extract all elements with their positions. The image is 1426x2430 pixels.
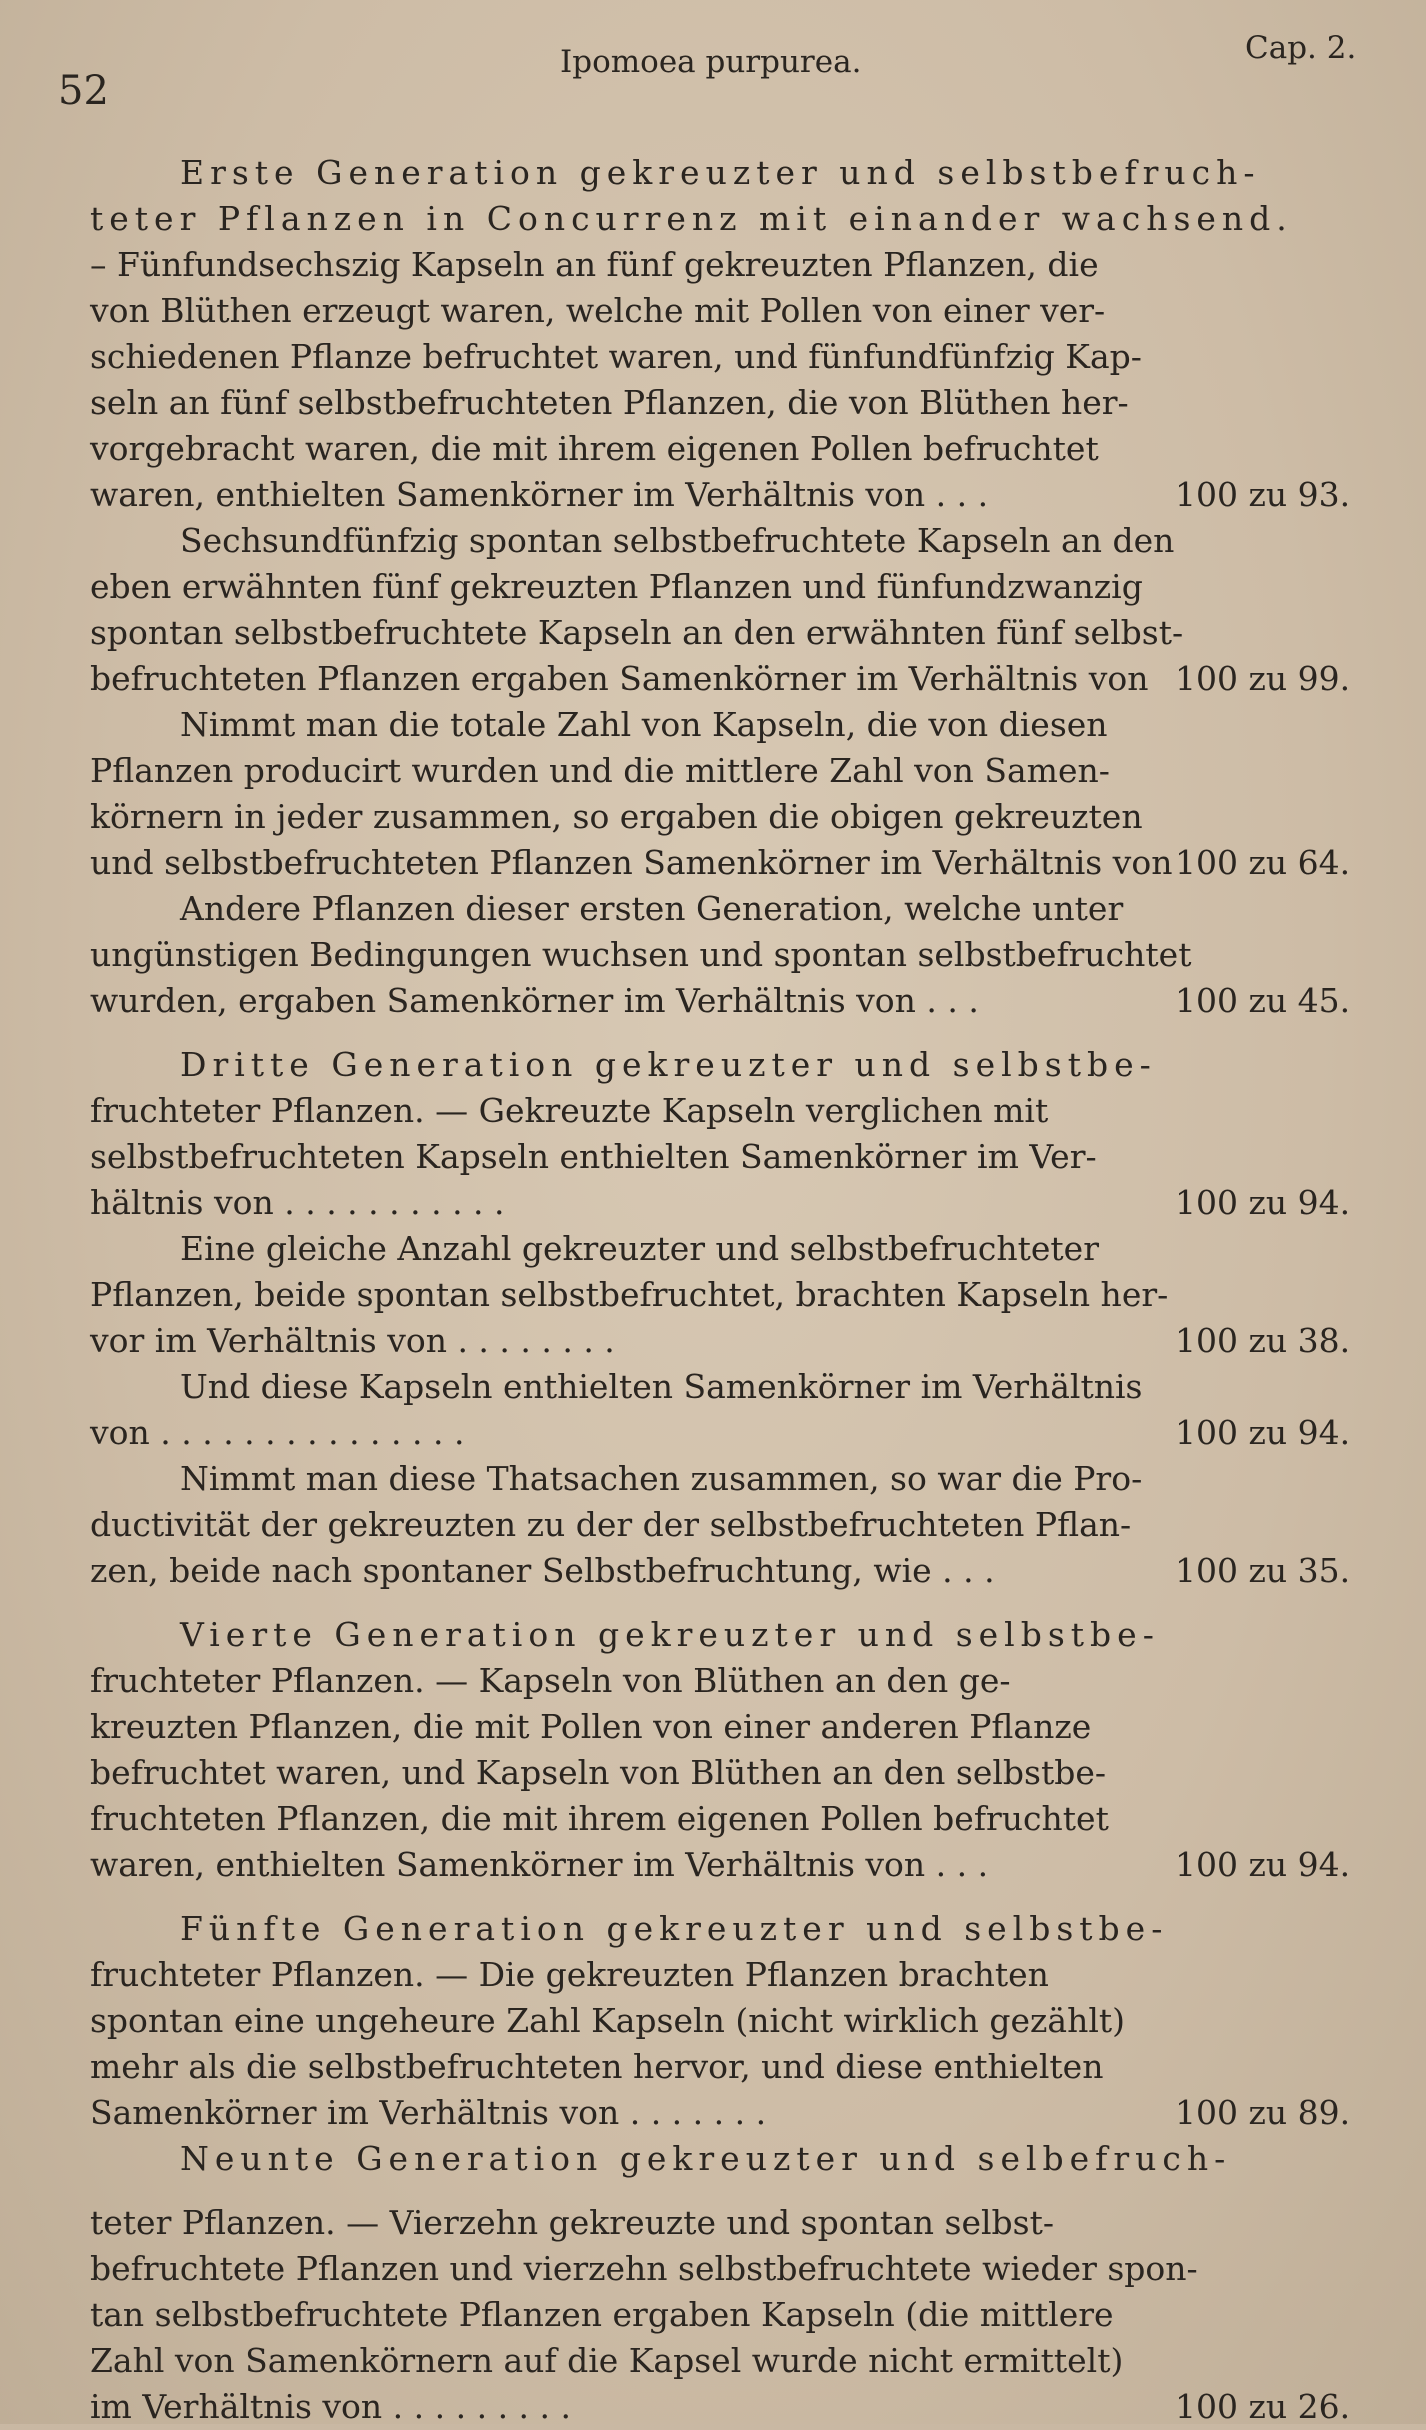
text-line: Dritte Generation gekreuzter und selbstbe- — [180, 1045, 1157, 1084]
text-line: hältnis von . . . . . . . . . . . — [90, 1183, 505, 1222]
text-line: Andere Pflanzen dieser ersten Generation, welche unter — [180, 889, 1124, 928]
text-line: fruchteten Pflanzen, die mit ihrem eigenen Pollen befruchtet — [90, 1799, 1109, 1838]
text-line: teter Pflanzen. — Vierzehn gekreuzte und spontan selbst- — [90, 2203, 1054, 2242]
text-line: Erste Generation gekreuzter und selbstbefruch- — [180, 153, 1261, 192]
text-line: fruchteter Pflanzen. — Gekreuzte Kapseln verglichen mit — [90, 1091, 1049, 1130]
ratio-value: 100 zu 35. — [1175, 1551, 1351, 1590]
text-line: befruchtete Pflanzen und vierzehn selbstbefruchtete wieder spon- — [90, 2249, 1198, 2288]
ratio-value: 100 zu 94. — [1175, 1413, 1351, 1452]
text-line: fruchteter Pflanzen. — Kapseln von Blüthen an den ge- — [90, 1661, 1011, 1700]
text-line: mehr als die selbstbefruchteten hervor, und diese enthielten — [90, 2047, 1104, 2086]
text-line: körnern in jeder zusammen, so ergaben die obigen gekreuzten — [90, 797, 1143, 836]
ratio-value: 100 zu 89. — [1175, 2093, 1351, 2132]
text-line: ungünstigen Bedingungen wuchsen und spontan selbstbefruchtet — [90, 935, 1192, 974]
text-line: Vierte Generation gekreuzter und selbstbe- — [180, 1615, 1160, 1654]
text-line: Fünfte Generation gekreuzter und selbstbe- — [180, 1909, 1169, 1948]
text-line: Eine gleiche Anzahl gekreuzter und selbstbefruchteter — [180, 1229, 1099, 1268]
ratio-value: 100 zu 38. — [1175, 1321, 1351, 1360]
text-line: wurden, ergaben Samenkörner im Verhältnis von . . . — [90, 981, 979, 1020]
running-title: Ipomoea purpurea. — [560, 44, 862, 80]
page-number: 52 — [58, 68, 109, 114]
text-line: Zahl von Samenkörnern auf die Kapsel wurde nicht ermittelt) — [90, 2341, 1124, 2380]
text-line: ductivität der gekreuzten zu der der selbstbefruchteten Pflan- — [90, 1505, 1132, 1544]
ratio-value: 100 zu 26. — [1175, 2387, 1351, 2426]
text-line: Pflanzen producirt wurden und die mittlere Zahl von Samen- — [90, 751, 1110, 790]
text-line: schiedenen Pflanze befruchtet waren, und fünfundfünfzig Kap- — [90, 337, 1142, 376]
text-line: vor im Verhältnis von . . . . . . . . — [90, 1321, 615, 1360]
text-line: kreuzten Pflanzen, die mit Pollen von einer anderen Pflanze — [90, 1707, 1092, 1746]
text-line: Sechsundfünfzig spontan selbstbefruchtete Kapseln an den — [180, 521, 1175, 560]
text-line: waren, enthielten Samenkörner im Verhältnis von . . . — [90, 1845, 989, 1884]
text-line: selbstbefruchteten Kapseln enthielten Samenkörner im Ver- — [90, 1137, 1097, 1176]
text-line: Samenkörner im Verhältnis von . . . . . . . — [90, 2093, 767, 2132]
text-line: Und diese Kapseln enthielten Samenkörner im Verhältnis — [180, 1367, 1143, 1406]
text-line: eben erwähnten fünf gekreuzten Pflanzen und fünfundzwanzig — [90, 567, 1143, 606]
text-line: von Blüthen erzeugt waren, welche mit Pollen von einer ver- — [90, 291, 1106, 330]
ratio-value: 100 zu 64. — [1175, 843, 1351, 882]
text-line: von . . . . . . . . . . . . . . . — [90, 1413, 465, 1452]
text-line: und selbstbefruchteten Pflanzen Samenkörner im Verhältnis von — [90, 843, 1173, 882]
text-line: waren, enthielten Samenkörner im Verhältnis von . . . — [90, 475, 989, 514]
text-line: Neunte Generation gekreuzter und selbefruch- — [180, 2139, 1232, 2178]
text-line: Nimmt man diese Thatsachen zusammen, so war die Pro- — [180, 1459, 1143, 1498]
text-line: befruchtet waren, und Kapseln von Blüthen an den selbstbe- — [90, 1753, 1107, 1792]
text-line: fruchteter Pflanzen. — Die gekreuzten Pflanzen brachten — [90, 1955, 1049, 1994]
ratio-value: 100 zu 93. — [1175, 475, 1351, 514]
ratio-value: 100 zu 94. — [1175, 1183, 1351, 1222]
text-line: – Fünfundsechszig Kapseln an fünf gekreuzten Pflanzen, die — [90, 245, 1099, 284]
text-line: Pflanzen, beide spontan selbstbefruchtet, brachten Kapseln her- — [90, 1275, 1169, 1314]
text-line: befruchteten Pflanzen ergaben Samenkörner im Verhältnis von — [90, 659, 1149, 698]
text-line: zen, beide nach spontaner Selbstbefruchtung, wie . . . — [90, 1551, 995, 1590]
text-line: tan selbstbefruchtete Pflanzen ergaben Kapseln (die mittlere — [90, 2295, 1114, 2334]
text-line: im Verhältnis von . . . . . . . . . — [90, 2387, 571, 2426]
text-line: vorgebracht waren, die mit ihrem eigenen Pollen befruchtet — [90, 429, 1099, 468]
text-line: spontan eine ungeheure Zahl Kapseln (nicht wirklich gezählt) — [90, 2001, 1126, 2040]
ratio-value: 100 zu 94. — [1175, 1845, 1351, 1884]
ratio-value: 100 zu 45. — [1175, 981, 1351, 1020]
chapter-label: Cap. 2. — [1245, 30, 1357, 66]
ratio-value: 100 zu 99. — [1175, 659, 1351, 698]
text-line: Nimmt man die totale Zahl von Kapseln, die von diesen — [180, 705, 1108, 744]
text-line: seln an fünf selbstbefruchteten Pflanzen, die von Blüthen her- — [90, 383, 1129, 422]
text-line: teter Pflanzen in Concurrenz mit einander wachsend. — [90, 199, 1293, 238]
text-line: spontan selbstbefruchtete Kapseln an den erwähnten fünf selbst- — [90, 613, 1184, 652]
